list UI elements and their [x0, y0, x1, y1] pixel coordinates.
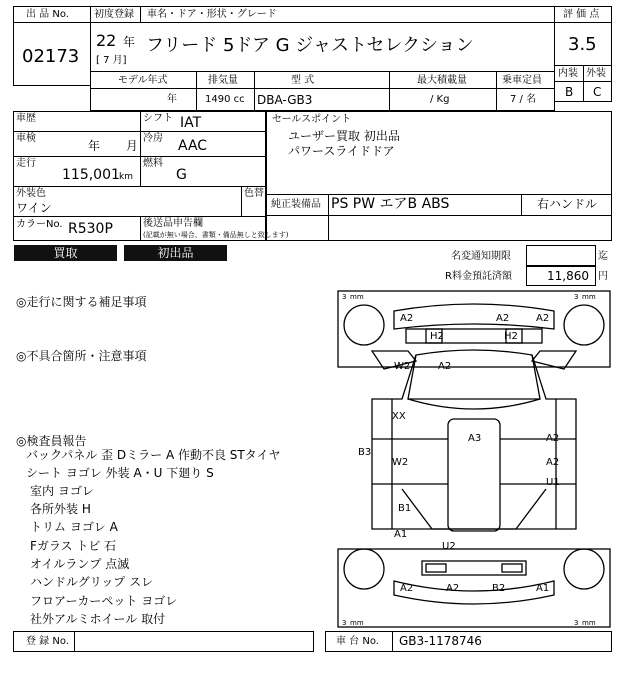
model-year-label: モデル年式 [118, 75, 168, 86]
exterior-color-label: 外装色 [16, 188, 46, 199]
report-line: 社外アルミホイール 取付 [30, 612, 166, 626]
tire-tr-label: 3 [574, 293, 579, 301]
report-line: トリム ヨゴレ A [30, 520, 118, 534]
exterior-grade: C [593, 85, 602, 99]
mark-h2-left: H2 [430, 331, 444, 342]
tire-bl-label: 3 [342, 619, 347, 627]
type-value: DBA-GB3 [257, 93, 313, 107]
report-line: フロアーカーペット ヨゴレ [30, 594, 178, 608]
mark-rear-a2-1: A2 [400, 583, 414, 594]
blank-box [266, 215, 612, 241]
shift-value: IAT [180, 115, 202, 131]
fuel-label: 燃料 [143, 158, 163, 169]
tire-bl-unit: mm [350, 619, 364, 627]
after-label: 後送品申告欄 [143, 218, 203, 229]
report-line: シート ヨゴレ 外装 A・U 下廻り S [26, 466, 214, 480]
chassis-label: 車 台 No. [336, 636, 379, 647]
mileage-unit: km [119, 172, 133, 182]
interior-label: 内装 [558, 68, 578, 79]
damage-diagram [336, 289, 612, 629]
mark-a3-roof: A3 [468, 433, 482, 444]
chassis-value: GB3-1178746 [399, 634, 482, 648]
mark-a2-right-2: A2 [546, 457, 560, 468]
type-label: 型 式 [291, 75, 315, 86]
name-change-label: 名変通知期限 [451, 251, 511, 262]
reg-label: 初度登録 [94, 9, 134, 20]
mark-a2-right-1: A2 [546, 433, 560, 444]
color-no-value: R530P [68, 221, 113, 237]
sales-point-1: ユーザー買取 初出品 [288, 129, 400, 143]
fuel-value: G [176, 167, 187, 183]
first-listing-bar: 初出品 [124, 245, 227, 261]
tire-tr-unit: mm [582, 293, 596, 301]
exterior-color-value: ワイン [16, 201, 52, 215]
after-note: (記載が無い場合、書類・備品無しと致します) [143, 231, 289, 239]
reg-month: [ 7 月] [96, 55, 127, 66]
inspection-label: 車検 [16, 133, 36, 144]
mark-a1-left: A1 [394, 529, 408, 540]
mark-front-a2-mid: A2 [496, 313, 510, 324]
mark-b1: B1 [398, 503, 412, 514]
report-line: Fガラス トビ 石 [30, 539, 117, 553]
lot-label: 出 品 No. [26, 9, 69, 20]
reg-no-value-cell [74, 631, 314, 652]
equipment-value: PS PW エアB ABS [331, 196, 450, 212]
tire-tl-label: 3 [342, 293, 347, 301]
car-name: フリード 5ドア G ジャストセレクション [146, 35, 474, 56]
tire-br-label: 3 [574, 619, 579, 627]
capacity-value: 7 / 名 [510, 94, 537, 105]
report-line: ハンドルグリップ スレ [30, 575, 154, 589]
supplement-heading: ◎走行に関する補足事項 [16, 295, 147, 309]
mark-u1: U1 [546, 477, 560, 488]
mark-rear-a1: A1 [536, 583, 550, 594]
tire-br-unit: mm [582, 619, 596, 627]
sales-point-2: パワースライドドア [288, 144, 395, 158]
lot-number: 02173 [22, 46, 80, 67]
history-label: 車歴 [16, 113, 36, 124]
defects-heading: ◎不具合箇所・注意事項 [16, 349, 147, 363]
car-outline [336, 289, 612, 629]
mark-w2-front: W2 [394, 361, 411, 372]
model-year-unit: 年 [167, 94, 177, 105]
load-label: 最大積載量 [417, 75, 467, 86]
load-value: / Kg [430, 94, 450, 105]
color-change-label: 色替 [244, 188, 264, 199]
displacement-value: 1490 cc [205, 94, 245, 105]
mileage-value: 115,001 [62, 167, 120, 183]
recycle-value: 11,860 [547, 269, 589, 283]
reg-year-unit: 年 [123, 35, 136, 49]
interior-grade: B [565, 85, 574, 99]
name-change-unit: 迄 [598, 251, 608, 262]
report-line: 室内 ヨゴレ [30, 484, 94, 498]
recycle-label: R料金預託済額 [445, 271, 512, 282]
report-line: バックパネル 歪 Dミラー A 作動不良 STタイヤ [26, 448, 281, 462]
car-label: 車名・ドア・形状・グレード [147, 9, 277, 20]
mark-b3: B3 [358, 447, 372, 458]
tire-tl-unit: mm [350, 293, 364, 301]
shift-label: シフト [143, 113, 173, 124]
recycle-unit: 円 [598, 271, 608, 282]
mileage-label: 走行 [16, 158, 36, 169]
sales-point-label: セールスポイント [272, 114, 352, 125]
mark-rear-a2-2: A2 [446, 583, 460, 594]
displacement-label: 排気量 [208, 75, 238, 86]
equipment-label: 純正装備品 [271, 199, 321, 210]
ac-label: 冷房 [143, 133, 163, 144]
inspection-value: 年 月 [88, 139, 138, 153]
report-line: オイルランプ 点滅 [30, 557, 130, 571]
reg-no-label: 登 録 No. [26, 636, 69, 647]
mark-w2-left: W2 [392, 457, 409, 468]
score-label: 評 価 点 [563, 9, 600, 20]
mark-a2-hood: A2 [438, 361, 452, 372]
score-value: 3.5 [568, 34, 597, 55]
buy-bar: 買取 [14, 245, 117, 261]
color-no-label: カラーNo. [16, 219, 63, 230]
mark-u2: U2 [442, 541, 456, 552]
ac-value: AAC [178, 138, 208, 154]
mark-front-a2-left: A2 [400, 313, 414, 324]
inspector-heading: ◎検査員報告 [16, 434, 87, 448]
capacity-label: 乗車定員 [502, 75, 542, 86]
mark-rear-b2: B2 [492, 583, 506, 594]
exterior-label: 外装 [586, 68, 606, 79]
report-line: 各所外装 H [30, 502, 91, 516]
mark-h2-right: H2 [504, 331, 518, 342]
reg-year: 22 [96, 31, 117, 50]
mark-front-a2-right: A2 [536, 313, 550, 324]
steering-value: 右ハンドル [537, 197, 598, 211]
name-change-box [526, 245, 596, 266]
mark-xx: XX [392, 411, 406, 422]
